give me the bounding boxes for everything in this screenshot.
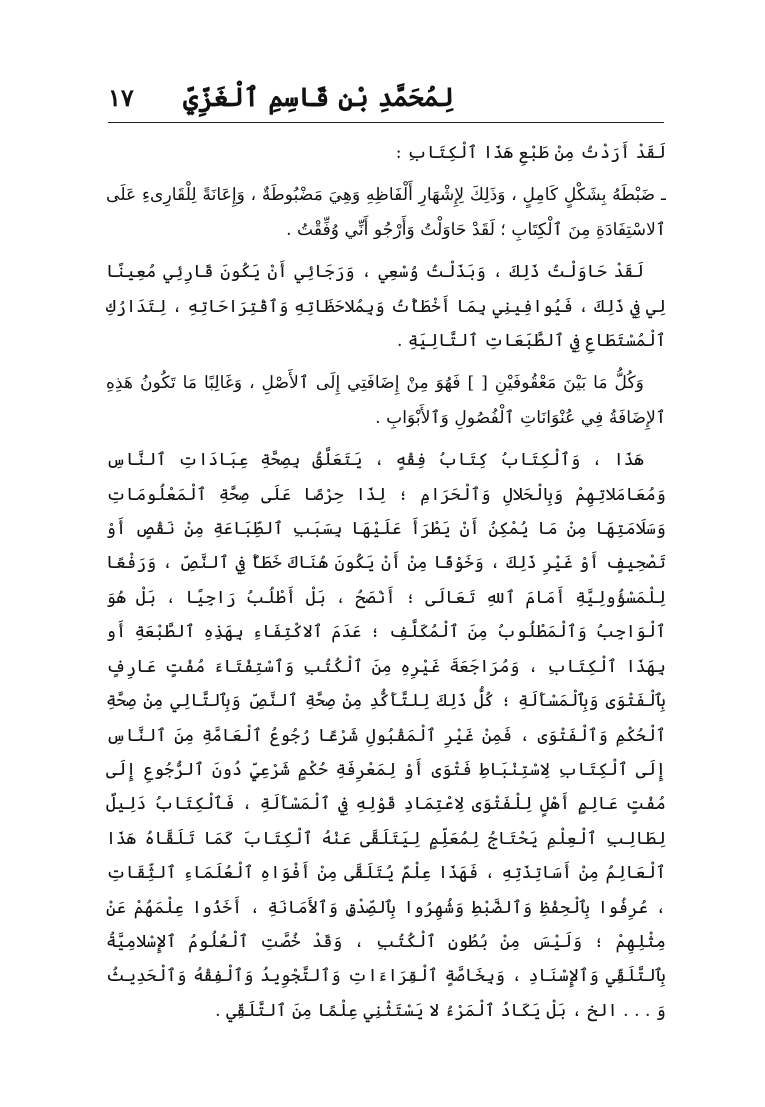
page-body (106, 136, 666, 1086)
paragraph-intro: لَقَدْ أَرَدْتُ مِنْ طَبْعِ هَذَا ٱلْكِتَابِ : (395, 143, 666, 163)
running-title: لِمُحَمَّدِ بْن قَاسِمِ ٱلْغَزِّيّ (183, 83, 454, 113)
paragraph-effort: لَقَدْ حَاوَلْتُ ذَلِكَ ، وَبَذَلْتُ وُسْعِي ، وَرَجَائِي أَنْ يَكُونَ قَارِئِي مُعِينًا لِي فِي ذَلِكَ ، فَيُوافِينِي بِمَا أَخْطَأْتُ وَبِمُلاحَظَاتِهِ وَٱقْتِرَاحَاتِهِ ، لِتَدَارُكِ ٱلْمُسْتَطَاعِ فِي ٱلطَّبَعَاتِ ٱلتَّالِيَةِ . (106, 262, 666, 352)
page-number: ١٧ (108, 83, 134, 112)
paragraph-brackets: وَكُلُّ مَا بَيْنَ مَعْقُوفَيْنِ [ ] فَهُوَ مِنْ إِضَافَتِي إِلَى ٱلأَصْلِ ، وَغَالِبًا مَا تَكُونُ هَذِهِ ٱلإِضَافَةُ فِي عُنْوَانَاتِ ٱلْفُصُولِ وَٱلأَبْوَابِ . (106, 373, 666, 428)
paragraph-fiqh-notice: هَذَا ، وَٱلْكِتَابُ كِتَابُ فِقْهٍ ، يَتَعَلَّقُ بِصِحَّةِ عِبَادَاتِ ٱلنَّاسِ وَمُعَامَلاتِهِمْ وَبِالْحَلالِ وَٱلْحَرَامِ ؛ لِذَا حِرْصًا عَلَى صِحَّةِ ٱلْمَعْلُومَاتِ وَسَلَامَتِهَا مِنْ مَا يُمْكِنُ أَنْ يَطْرَأَ عَلَيْهَا بِسَبَبِ ٱلطِّبَاعَةِ مِنْ نَقْصٍ أَوْ تَصْحِيفٍ أَوْ غَيْرِ ذَلِكَ ، وَخَوْفًا مِنْ أَنْ يَكُونَ هُنَاكَ خَطَأٌ فِي ٱلنَّصِّ ، وَرَفْعًا لِلْمَسْؤُولِيَّةِ أَمَامَ ٱللهِ تَعَالَى ؛ أَنْصَحُ ، بَلْ أَطْلُبُ رَاجِيًا ، بَلْ هُوَ ٱلْوَاجِبُ وَٱلْمَطْلُوبُ مِنَ ٱلْمُكَلَّفِ ؛ عَدَمَ ٱلاكْتِفَاءِ بِهَذِهِ ٱلطَّبْعَةِ أَو بِهَذَا ٱلْكِتَابِ ، وَمُرَاجَعَةَ غَيْرِهِ مِنَ ٱلْكُتُبِ وَٱسْتِفْتَاءَ مُفْتٍ عَارِفٍ بِٱلْفَتْوَى وَبِٱلْمَسْأَلَةِ ؛ كُلُّ ذَلِكَ لِلتَّأَكُّدِ مِنْ صِحَّةِ ٱلنَّصِّ وَبِٱلتَّالِي مِنْ صِحَّةِ ٱلْحُكْمِ وَٱلْفَتْوَى ، فَمِنْ غَيْرِ ٱلْمَقْبُولِ شَرْعًا رُجُوعُ ٱلْعَامَّةِ مِنَ ٱلنَّاسِ إِلَى ٱلْكِتَابِ لِاسْتِنْبَاطِ فَتْوَى أَوْ لِمَعْرِفَةِ حُكْمٍ شَرْعِيٍّ دُونَ ٱلرُّجُوعِ إِلَى مُفْتٍ عَالِمٍ أَهْلٍ لِلْفَتْوَى لِاعْتِمَادِ قَوْلِهِ فِي ٱلْمَسْأَلَةِ ، فَٱلْكِتَابُ دَلِيلٌ لِطَالِبِ ٱلْعِلْمِ يَحْتَاجُ لِمُعَلِّمٍ لِيَتَلَقَّى عَنْهُ ٱلْكِتَابَ كَمَا تَلَقَّاهُ هَذَا ٱلْعَالِمُ مِنْ أَسَاتِذَتِهِ ، فَهَذَا عِلْمٌ يُتَلَقَّى مِنْ أَفْوَاهِ ٱلْعُلَمَاءِ ٱلثِّقَاتِ ، عُرِفُوا بِٱلْحِفْظِ وَٱلضَّبْطِ وَشُهِرُوا بِٱلصِّدْقِ وَٱلأَمَانَةِ ، أَخَذُوا عِلْمَهُمْ عَنْ مِثْلِهِمْ ؛ وَلَيْسَ مِنْ بُطُونِ ٱلْكُتُبِ ، وَقَدْ خُصَّتِ ٱلْعُلُومُ ٱلإِسْلامِيَّةُ بِٱلتَّلَقِّي وَٱلإِسْنَادِ ، وَبِخَاصَّةٍ ٱلْقِرَاءَاتِ وَٱلتَّجْوِيدُ وَٱلْفِقْهُ وَٱلْحَدِيثُ وَ . . . الخ ، بَلْ يَكَادُ ٱلْمَرْءُ لا يَسْتَثْنِي عِلْمًا مِنَ ٱلتَّلَقِّي . (106, 450, 666, 1021)
page-header (108, 78, 664, 122)
paragraph-vocalization: ـ ضَبْطَهُ بِشَكْلٍ كَامِلٍ ، وَذَلِكَ لِإِشْهَارِ أَلْفَاظِهِ وَهِيَ مَضْبُوطَةٌ ، وَإِعَانَةً لِلْقَارِىءِ عَلَى ٱلاسْتِفَادَةِ مِنَ ٱلْكِتَابِ ؛ لَقَدْ حَاوَلْتُ وَأَرْجُو أَنِّي وُفِّقْتُ . (106, 185, 666, 240)
header-rule (108, 122, 664, 123)
